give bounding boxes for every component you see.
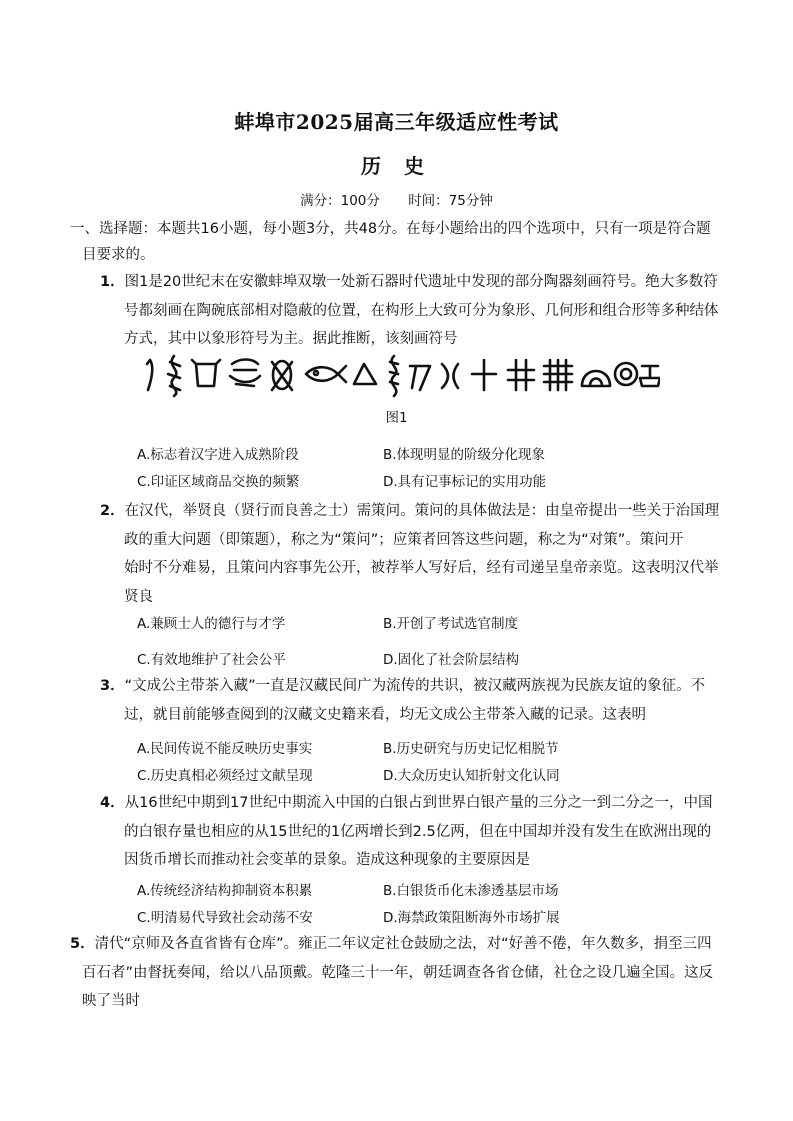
option-b: B.白银货币化未渗透基层市场 [383, 883, 559, 899]
question-text-line: 号都刻画在陶碗底部相对隐蔽的位置，在构形上大致可分为象形、几何形和组合形等多种结体 [124, 302, 719, 319]
question-text-line: 百石者”由督抚奏闻，给以八品顶戴。乾隆三十一年，朝廷调查各省仓储，社仓之设几遍全国。这反 [82, 964, 714, 981]
question-text-line: 因货币增长而推动社会变革的景象。造成这种现象的主要原因是 [124, 852, 530, 868]
option-d: D.固化了社会阶层结构 [383, 652, 520, 668]
question-text-line: 过，就目前能够查阅到的汉藏文史籍来看，均无文成公主带茶入藏的记录。这表明 [124, 706, 646, 723]
question-text-line: 图1是20世纪末在安徽蚌埠双墩一处新石器时代遗址中发现的部分陶器刻画符号。绝大多数符 [124, 274, 718, 290]
full-marks: 满分：100分 [300, 193, 380, 209]
option-b: B.体现明显的阶级分化现象 [383, 447, 546, 463]
exam-meta [0, 189, 793, 209]
question-text-line: 始时不分难易，且策问内容事先公开，被荐举人写好后，经有司递呈皇帝亲览。这表明汉代举 [124, 560, 719, 576]
option-b: B.历史研究与历史记忆相脱节 [383, 741, 559, 757]
pottery-symbols-figure [140, 352, 660, 398]
question-text-line: 在汉代，举贤良（贤行而良善之士）需策问。策问的具体做法是：由皇帝提出一些关于治国理 [124, 503, 720, 519]
option-d: D.大众历史认知折射文化认同 [383, 768, 560, 784]
section-instructions [70, 216, 730, 268]
question-number: 4． [100, 795, 125, 811]
question-2 [100, 497, 720, 611]
option-b: B.开创了考试选官制度 [383, 616, 519, 632]
question-4 [100, 789, 720, 875]
question-number: 2． [100, 503, 125, 519]
subject-title: 历 史 [361, 154, 432, 178]
section-line-1: 一、选择题：本题共16小题，每小题3分，共48分。在每小题给出的四个选项中，只有一项是符合题 [70, 221, 711, 237]
question-1 [100, 268, 720, 354]
option-a: A.民间传说不能反映历史事实 [137, 741, 313, 757]
question-text-line: 的白银存量也相应的从15世纪的1亿两增长到2.5亿两，但在中国却并没有发生在欧洲出现的 [124, 823, 712, 840]
question-text-line: 政的重大问题（即策题），称之为“策问”；应策者回答这些问题，称之为“对策”。策问开 [124, 531, 684, 548]
option-c: C.有效地维护了社会公平 [137, 652, 286, 668]
question-5 [70, 930, 730, 1016]
question-text-line: 清代“京师及各直省皆有仓库”。雍正二年议定社仓鼓励之法，对“好善不倦，年久数多，捐至三四 [94, 936, 712, 952]
option-c: C.历史真相必须经过文献呈现 [137, 768, 313, 784]
question-text-line: 方式，其中以象形符号为主。据此推断，该刻画符号 [124, 331, 458, 347]
question-text-line: 从16世纪中期到17世纪中期流入中国的白银占到世界白银产量的三分之一到二分之一，中国 [124, 795, 713, 811]
question-text-line: 映了当时 [82, 993, 140, 1009]
exam-title: 蚌埠市2025届高三年级适应性考试 [234, 110, 559, 134]
option-c: C.印证区域商品交换的频繁 [137, 474, 300, 490]
question-number: 3． [100, 678, 125, 694]
option-a: A.兼顾士人的德行与才学 [137, 616, 286, 632]
option-d: D.海禁政策阻断海外市场扩展 [383, 910, 560, 926]
option-a: A.标志着汉字进入成熟阶段 [137, 447, 299, 463]
option-a: A.传统经济结构抑制资本积累 [137, 883, 313, 899]
question-3 [100, 672, 720, 729]
question-number: 1． [100, 274, 125, 290]
question-text-line: 贤良 [124, 588, 153, 605]
exam-time: 时间：75分钟 [408, 193, 493, 209]
question-number: 5． [70, 936, 95, 952]
figure-label: 图1 [385, 410, 408, 426]
section-line-2: 目要求的。 [82, 247, 155, 263]
question-text-line: “文成公主带茶入藏”一直是汉藏民间广为流传的共识，被汉藏两族视为民族友谊的象征。不 [124, 678, 706, 694]
option-c: C.明清易代导致社会动荡不安 [137, 910, 313, 926]
option-d: D.具有记事标记的实用功能 [383, 474, 547, 490]
